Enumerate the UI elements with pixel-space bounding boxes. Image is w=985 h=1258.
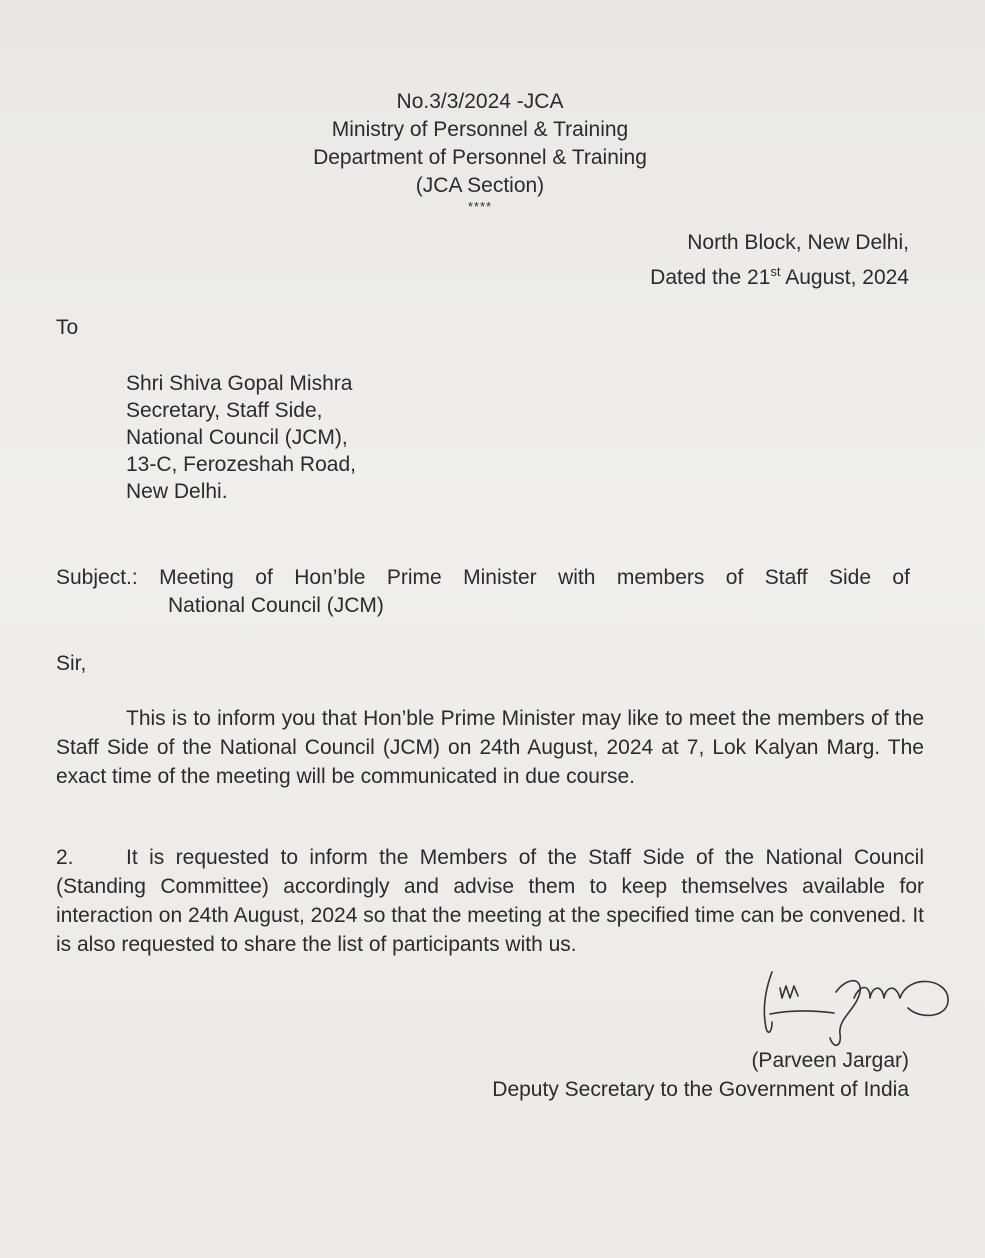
subject-label: Subject.: [56, 566, 138, 589]
address-line: New Delhi. [126, 480, 228, 503]
letter-header [0, 88, 960, 214]
signatory-name: (Parveen Jargar) [751, 1049, 909, 1072]
address-line: Shri Shiva Gopal Mishra [126, 372, 353, 395]
handwritten-signature [750, 958, 960, 1050]
letter-date: Dated the 21st August, 2024 [650, 264, 909, 289]
address-line: National Council (JCM), [126, 426, 348, 449]
to-label: To [56, 316, 79, 339]
paragraph-1: This is to inform you that Hon’ble Prime Minister may like to meet the members of the Staff Side of the National Council (JCM) on 24th August, 2024 at 7, Lok Kalyan Marg. The exact time of the meeting will be communicated in due course. [56, 707, 924, 788]
file-number: No.3/3/2024 -JCA [396, 90, 564, 113]
paragraph-2-text: It is requested to inform the Members of the Staff Side of the National Council (Standing Committee) accordingly and advise them to keep themselves available for interaction on 24th August, 2024 so that the meeting at the specified time can be convened. It is also requested to share the list of participants with us. [56, 846, 924, 956]
place-and-date [650, 228, 909, 292]
section-name: (JCA Section) [415, 174, 545, 197]
address-line: 13-C, Ferozeshah Road, [126, 453, 356, 476]
paragraph-number: 2. [56, 846, 74, 869]
location: North Block, New Delhi, [687, 231, 909, 254]
paragraph-2 [56, 843, 924, 959]
subject-line-1: Subject.: Meeting of Hon’ble Prime Minister with members of Staff Side of [56, 564, 910, 592]
ministry-name: Ministry of Personnel & Training [331, 118, 629, 141]
recipient-address [126, 370, 356, 505]
address-line: Secretary, Staff Side, [126, 399, 323, 422]
department-name: Department of Personnel & Training [313, 146, 647, 169]
header-stars: **** [467, 199, 493, 214]
subject-line-2: National Council (JCM) [168, 594, 384, 617]
subject-block [56, 564, 910, 620]
signatory-designation: Deputy Secretary to the Government of India [492, 1078, 909, 1101]
salutation: Sir, [56, 652, 87, 675]
